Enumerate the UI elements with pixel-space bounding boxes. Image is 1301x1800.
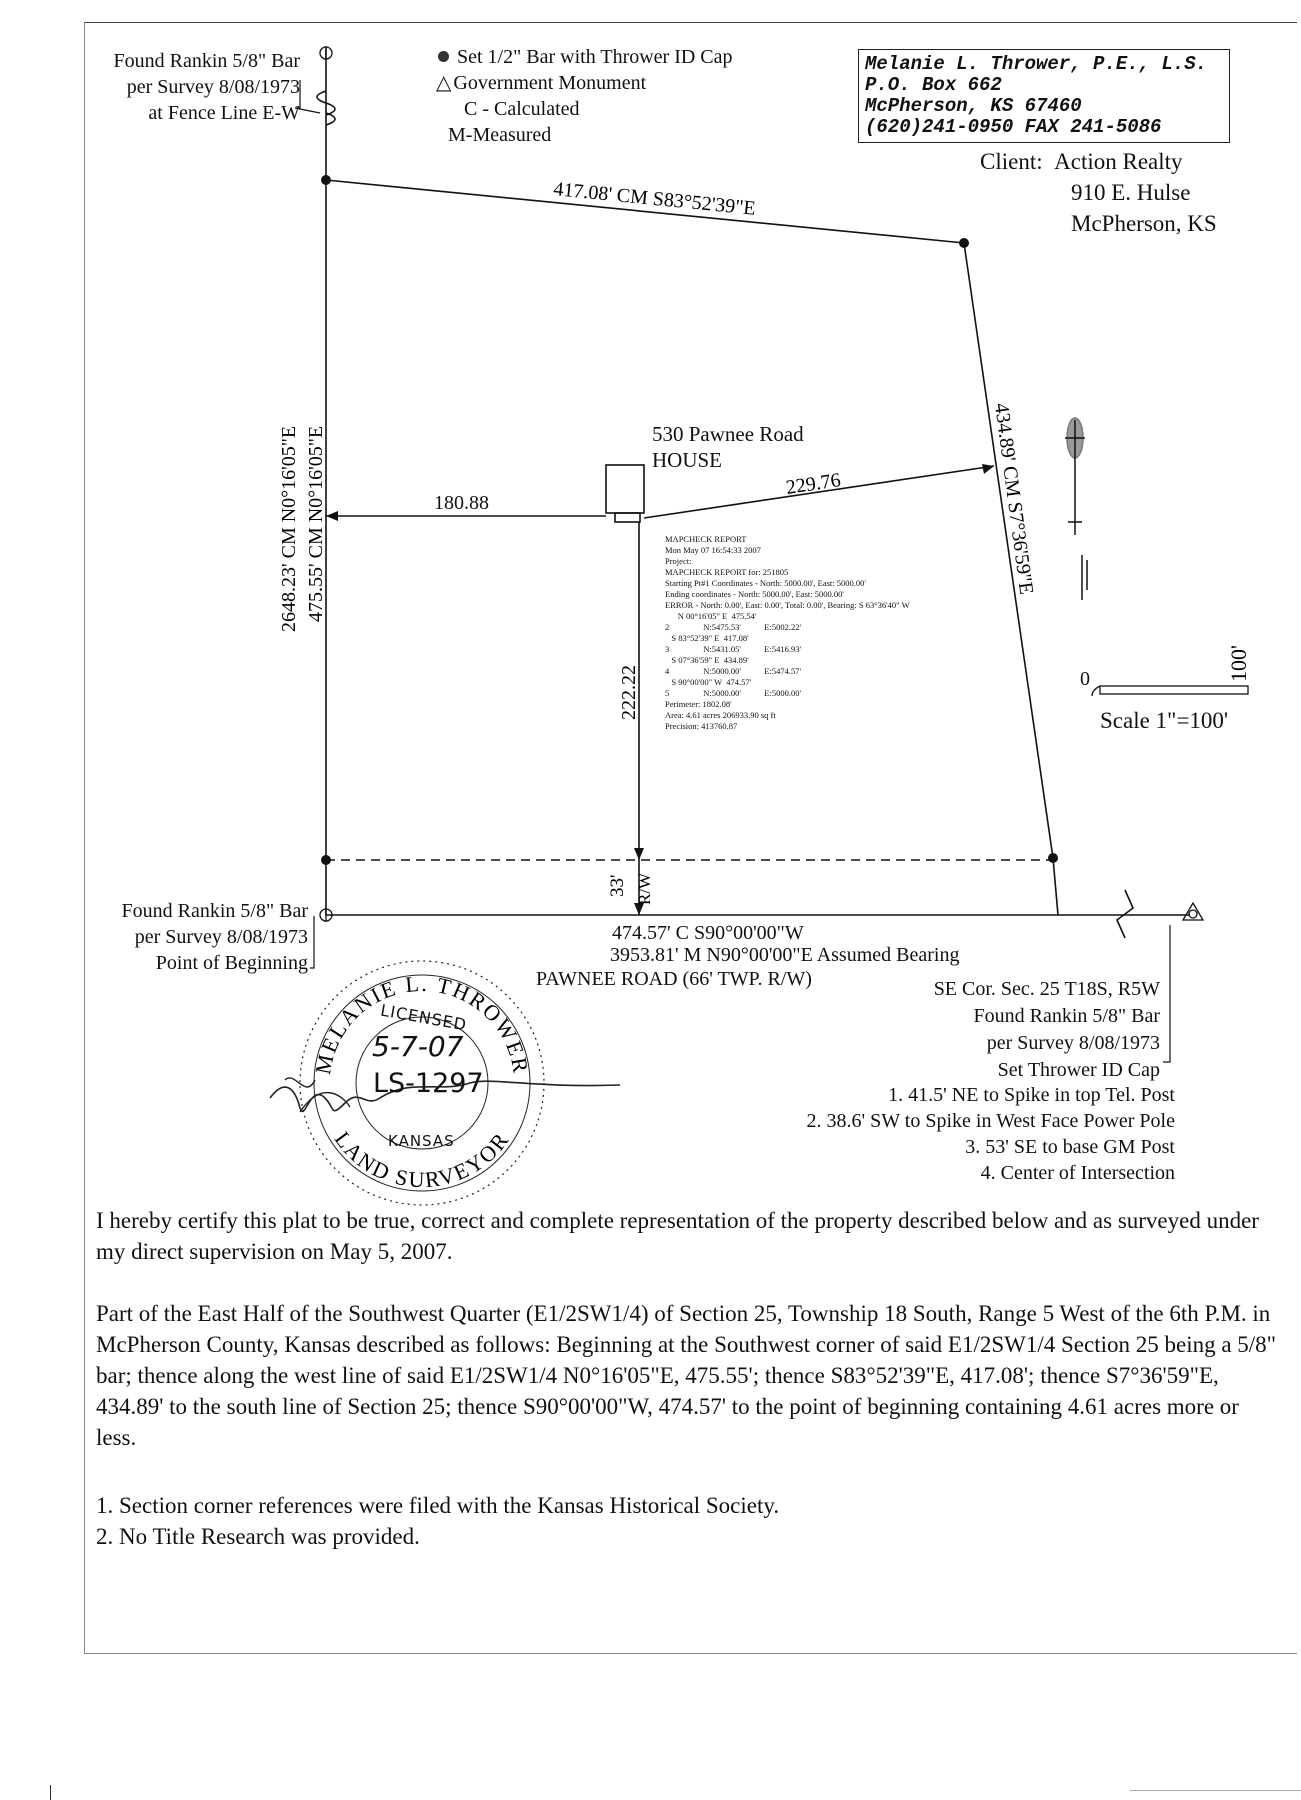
client-block [980, 146, 1217, 239]
scan-edge [1130, 1790, 1301, 1791]
road-name: PAWNEE ROAD (66' TWP. R/W) [536, 968, 812, 990]
mapcheck-line: Starting Pt#1 Coordinates - North: 5000.00', East: 5000.00' [665, 578, 866, 588]
sw-leader [310, 916, 314, 968]
client-street: 910 E. Hulse [1071, 180, 1191, 205]
mapcheck-line: 2 N:5475.53' E:5002.22' [665, 622, 801, 632]
mapcheck-line: Precision: 413760.87 [665, 721, 738, 731]
client-name: Action Realty [1054, 149, 1183, 174]
legend-set-bar: Set 1/2" Bar with Thrower ID Cap [436, 44, 733, 70]
mapcheck-line: 4 N:5000.00' E:5474.57' [665, 666, 801, 676]
corner-sw-set-bar [321, 855, 331, 865]
legend [436, 44, 733, 148]
triangle-icon: △ [436, 72, 452, 94]
seal-title: LAND SURVEYOR [329, 1126, 515, 1193]
sw-note-line-2: per Survey 8/08/1973 [134, 926, 308, 948]
sw-note-line-1: Found Rankin 5/8" Bar [121, 900, 308, 922]
north-dim: 417.08' CM S83°52'39"E [552, 178, 757, 220]
scan-mark [50, 1785, 51, 1800]
mapcheck-line: MAPCHECK REPORT [665, 534, 747, 544]
house-outline [606, 465, 644, 513]
mapcheck-line: 5 N:5000.00' E:5000.00' [665, 688, 801, 698]
nw-note-line-1: Found Rankin 5/8" Bar [113, 50, 300, 72]
se-note-line-2: Found Rankin 5/8" Bar [973, 1005, 1160, 1027]
client-city: McPherson, KS [1071, 211, 1217, 236]
legal-description: Part of the East Half of the Southwest Quarter (E1/2SW1/4) of Section 25, Township 18 South, Range 5 West of the 6th P.M. in McPherson County, Kansas described as follows: Beginning at the Southwest corner of said E1/2SW1/4 Section 25 being a 5/8" bar; thence along the west line of said E1/2SW1/4 N0°16'05"E, 475.55'; thence S83°52'39"E, 417.08'; thence S7°36'59"E, 434.89' to the south line of Section 25; thence S90°00'00"W, 474.57' to the point of beginning containing 4.61 acres more or less. [96, 1301, 1277, 1450]
notes [96, 1490, 1281, 1552]
house-west-dim: 180.88 [434, 492, 489, 514]
east-extension-line [1053, 858, 1058, 915]
reference-item: 3. 53' SE to base GM Post [965, 1136, 1175, 1158]
south-dim-calculated: 474.57' C S90°00'00"W [612, 922, 804, 944]
seal-number: LS-1297 [373, 1068, 484, 1099]
seal-date: 5-7-07 [372, 1030, 464, 1063]
scale-zero: 0 [1080, 668, 1090, 690]
se-note-line-4: Set Thrower ID Cap [997, 1059, 1160, 1081]
scale-bar [1092, 686, 1248, 696]
scale-label: Scale 1"=100' [1100, 708, 1229, 733]
se-corner-note [820, 976, 1160, 1084]
nw-corner-note [60, 48, 300, 126]
mapcheck-line: S 07°36'59" E 434.89' [665, 655, 749, 665]
sw-note-line-3: Point of Beginning [155, 952, 308, 974]
reference-item: 4. Center of Intersection [980, 1162, 1175, 1184]
house-east-dim: 229.76 [784, 469, 843, 499]
west-outer-dim: 2648.23' CM N0°16'05"E [278, 425, 300, 632]
scale-hundred: 100' [1226, 645, 1251, 682]
arrow-south [634, 848, 644, 860]
row-dim: 33' [607, 874, 628, 897]
seal-state: KANSAS [388, 1132, 455, 1150]
seal-name: MELANIE L. THROWER [310, 970, 534, 1077]
west-inner-dim: 475.55' CM N0°16'05"E [305, 425, 327, 622]
mapcheck-line: 3 N:5431.05' E:5416.93' [665, 644, 801, 654]
mapcheck-line: Area: 4.61 acres 206933.90 sq ft [665, 710, 776, 720]
legend-calculated: C - Calculated [464, 98, 580, 120]
corner-ne-set-bar [959, 238, 969, 248]
mapcheck-line: Project: [665, 556, 692, 566]
east-boundary-line [964, 243, 1053, 858]
mapcheck-line: N 00°16'05" E 475.54' [665, 611, 757, 621]
house-label [652, 421, 804, 473]
house-type: HOUSE [652, 448, 723, 472]
surveyor-city: McPherson, KS 67460 [865, 95, 1082, 117]
seal-licensed: LICENSED [379, 1000, 469, 1035]
se-break-mark [1117, 890, 1133, 938]
nw-note-line-3: at Fence Line E-W [148, 102, 300, 124]
note-item: 2. No Title Research was provided. [96, 1524, 420, 1549]
se-note-line-1: SE Cor. Sec. 25 T18S, R5W [933, 978, 1160, 1000]
corner-nw-set-bar [321, 175, 331, 185]
certification-text: I hereby certify this plat to be true, correct and complete representation of the property described below and as surveyed under my direct supervision on May 5, 2007. [96, 1208, 1259, 1264]
house-porch [615, 513, 640, 522]
reference-ties [660, 1082, 1175, 1186]
north-arrow [1065, 418, 1087, 600]
reference-item: 2. 38.6' SW to Spike in West Face Power Pole [806, 1110, 1175, 1132]
surveyor-box [858, 49, 1230, 143]
mapcheck-line: S 83°52'39" E 417.08' [665, 633, 749, 643]
nw-note-line-2: per Survey 8/08/1973 [126, 76, 300, 98]
corner-se-set-bar [1048, 853, 1058, 863]
note-item: 1. Section corner references were filed with the Kansas Historical Society. [96, 1493, 780, 1518]
se-leader [1163, 925, 1170, 1062]
sw-corner-note [60, 898, 308, 976]
se-note-line-3: per Survey 8/08/1973 [986, 1032, 1160, 1054]
south-dim-measured: 3953.81' M N90°00'00"E Assumed Bearing [610, 944, 960, 966]
mapcheck-line: S 90°00'00" W 474.57' [665, 677, 752, 687]
set-bar-icon [438, 51, 449, 62]
mapcheck-line: Ending coordinates - North: 5000.00', East: 5000.00' [665, 589, 844, 599]
east-dim: 434.89' CM S7°36'59"E [990, 401, 1038, 596]
legend-gov-monument: △ Government Monument [436, 72, 647, 94]
surveyor-phone: (620)241-0950 FAX 241-5086 [865, 116, 1162, 138]
house-south-dim: 222.22 [618, 665, 640, 720]
mapcheck-line: MAPCHECK REPORT for: 251805 [665, 567, 789, 577]
mapcheck-line: ERROR - North: 0.00', East: 0.00', Total: 0.00', Bearing: S 63°36'40" W [665, 600, 910, 610]
house-address: 530 Pawnee Road [652, 422, 804, 446]
arrow-west [326, 511, 338, 521]
mapcheck-line: Mon May 07 16:54:33 2007 [665, 545, 761, 555]
reference-item: 1. 41.5' NE to Spike in top Tel. Post [888, 1084, 1175, 1106]
row-label: R/W [635, 872, 654, 905]
mapcheck-line: Perimeter: 1802.08' [665, 699, 732, 709]
legend-measured: M-Measured [448, 124, 552, 146]
mapcheck-report [665, 534, 910, 732]
client-label: Client: [980, 149, 1043, 174]
surveyor-name: Melanie L. Thrower, P.E., L.S. [865, 53, 1208, 75]
surveyor-po-box: P.O. Box 662 [865, 74, 1002, 96]
